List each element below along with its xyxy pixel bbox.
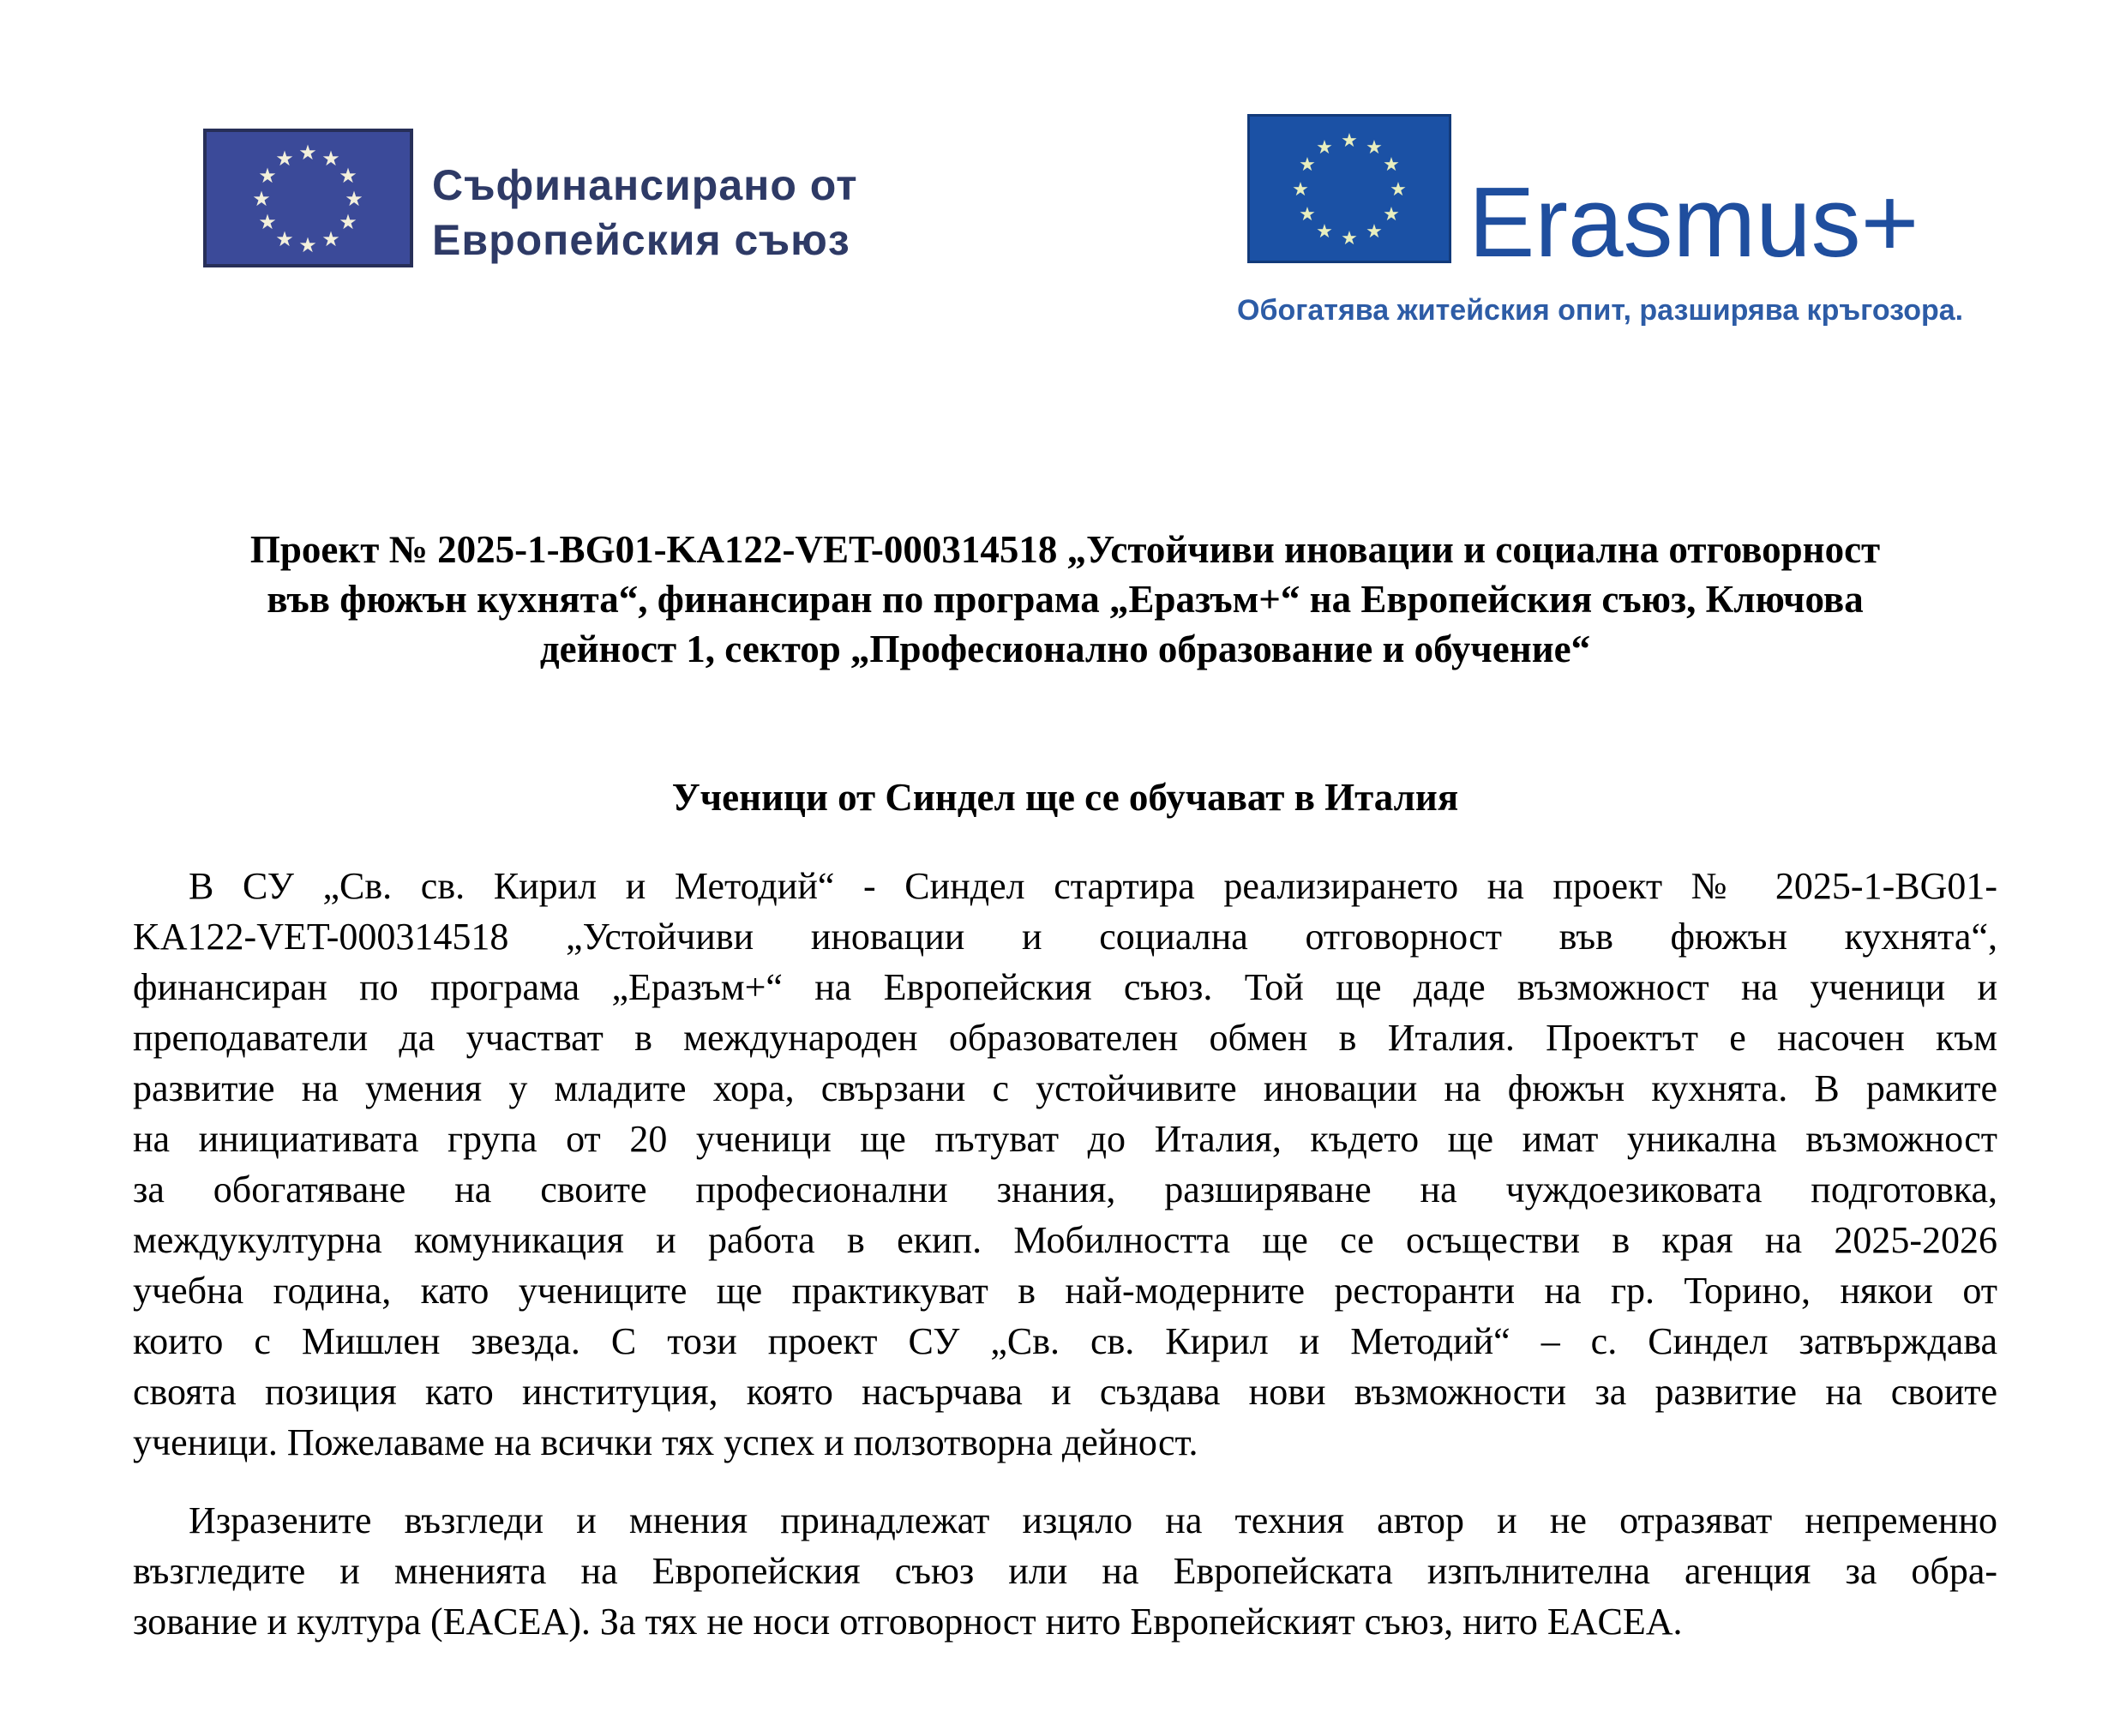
paragraph-line: своята позиция като институция, която насърчава и създава нови възможности за развитие на своите (133, 1371, 1997, 1413)
cofunded-label (432, 158, 858, 267)
paragraph-line: на инициативата група от 20 ученици ще пътуват до Италия, където ще имат уникална възможност (133, 1118, 1997, 1160)
svg-text:★: ★ (1316, 221, 1333, 243)
article-heading: Ученици от Синдел ще се обучават в Италия (671, 776, 1459, 819)
eu-flag-icon (203, 129, 413, 267)
paragraph-line: учебна година, като учениците ще практикуват в най-модерните ресторанти на гр. Торино, някои от (133, 1270, 1997, 1312)
paragraph-line: възгледите и мненията на Европейския съюз или на Европейската изпълнителна агенция за обра- (133, 1550, 1997, 1592)
erasmus-tagline: Обогатява житейския опит, разширява кръгозора. (1237, 294, 1964, 327)
paragraph-line: междукултурна комуникация и работа в екип. Мобилността ще се осъществи в края на 2025-2026 (133, 1219, 1997, 1261)
svg-text:★: ★ (1383, 154, 1400, 176)
paragraph-line: които с Мишлен звезда. С този проект СУ „Св. св. Кирил и Методий“ – с. Синдел затвърждава (133, 1320, 1997, 1362)
svg-text:★: ★ (1366, 221, 1383, 243)
erasmus-logo (1237, 114, 1964, 327)
svg-text:★: ★ (258, 210, 277, 234)
svg-text:★: ★ (1383, 204, 1400, 225)
svg-text:★: ★ (321, 227, 340, 251)
project-title-line: Проект № 2025-1-BG01-KA122-VET-000314518 „Устойчиви иновации и социална отговорност (249, 528, 1881, 571)
svg-text:★: ★ (345, 187, 363, 211)
document-content (133, 525, 1997, 1647)
svg-text:★: ★ (275, 227, 294, 251)
svg-text:★: ★ (339, 210, 357, 234)
paragraph-line: Изразените възгледи и мнения принадлежат изцяло на техния автор и не отразяват непременно (189, 1499, 1997, 1541)
svg-text:★: ★ (1316, 137, 1333, 159)
body-paragraph-1 (133, 861, 1997, 1468)
svg-text:★: ★ (321, 147, 340, 171)
svg-text:★: ★ (1292, 179, 1309, 201)
svg-text:★: ★ (1341, 228, 1358, 249)
svg-text:★: ★ (252, 187, 271, 211)
erasmus-wordmark: Erasmus+ (1468, 166, 1919, 278)
svg-text:★: ★ (258, 164, 277, 188)
project-title-line: дейност 1, сектор „Професионално образование и обучение“ (539, 628, 1591, 670)
paragraph-line: зование и култура (EACEA). За тях не носи отговорност нито Европейският съюз, нито EACEA. (133, 1601, 1683, 1643)
erasmus-eu-flag-icon (1247, 114, 1451, 263)
svg-text:★: ★ (1390, 179, 1407, 201)
project-title-line: във фюжън кухнята“, финансиран по програма „Еразъм+“ на Европейския съюз, Ключова (267, 578, 1864, 621)
svg-text:★: ★ (1366, 137, 1383, 159)
paragraph-line: KA122-VET-000314518 „Устойчиви иновации и социална отговорност във фюжън кухнята“, (133, 916, 1997, 958)
cofunded-label-line1: Съфинансирано от (432, 161, 858, 209)
svg-text:★: ★ (275, 147, 294, 171)
svg-text:★: ★ (1299, 204, 1316, 225)
paragraph-line: за обогатяване на своите професионални знания, разширяване на чуждоезиковата подготовка, (133, 1168, 1997, 1210)
paragraph-line: ученици. Пожелаваме на всички тях успех и ползотворна дейност. (133, 1421, 1198, 1463)
project-title (133, 525, 1997, 674)
paragraph-line: В СУ „Св. св. Кирил и Методий“ - Синдел стартира реализирането на проект № 2025-1-BG01- (189, 865, 1997, 907)
svg-text:★: ★ (1341, 130, 1358, 152)
paragraph-line: развитие на умения у младите хора, свързани с устойчивите иновации на фюжън кухнята. В рамките (133, 1067, 1997, 1109)
cofunded-label-line2: Европейския съюз (432, 216, 850, 264)
svg-text:★: ★ (298, 233, 317, 257)
body-paragraph-2 (133, 1495, 1997, 1647)
svg-text:★: ★ (339, 164, 357, 188)
paragraph-line: финансиран по програма „Еразъм+“ на Европейския съюз. Той ще даде възможност на ученици и (133, 966, 1997, 1008)
cofunded-eu-logo (203, 129, 858, 267)
svg-text:★: ★ (1299, 154, 1316, 176)
svg-text:★: ★ (298, 141, 317, 165)
erasmus-logo-row (1247, 114, 1963, 278)
paragraph-line: преподаватели да участват в международен образователен обмен в Италия. Проектът е насочен към (133, 1017, 1997, 1059)
